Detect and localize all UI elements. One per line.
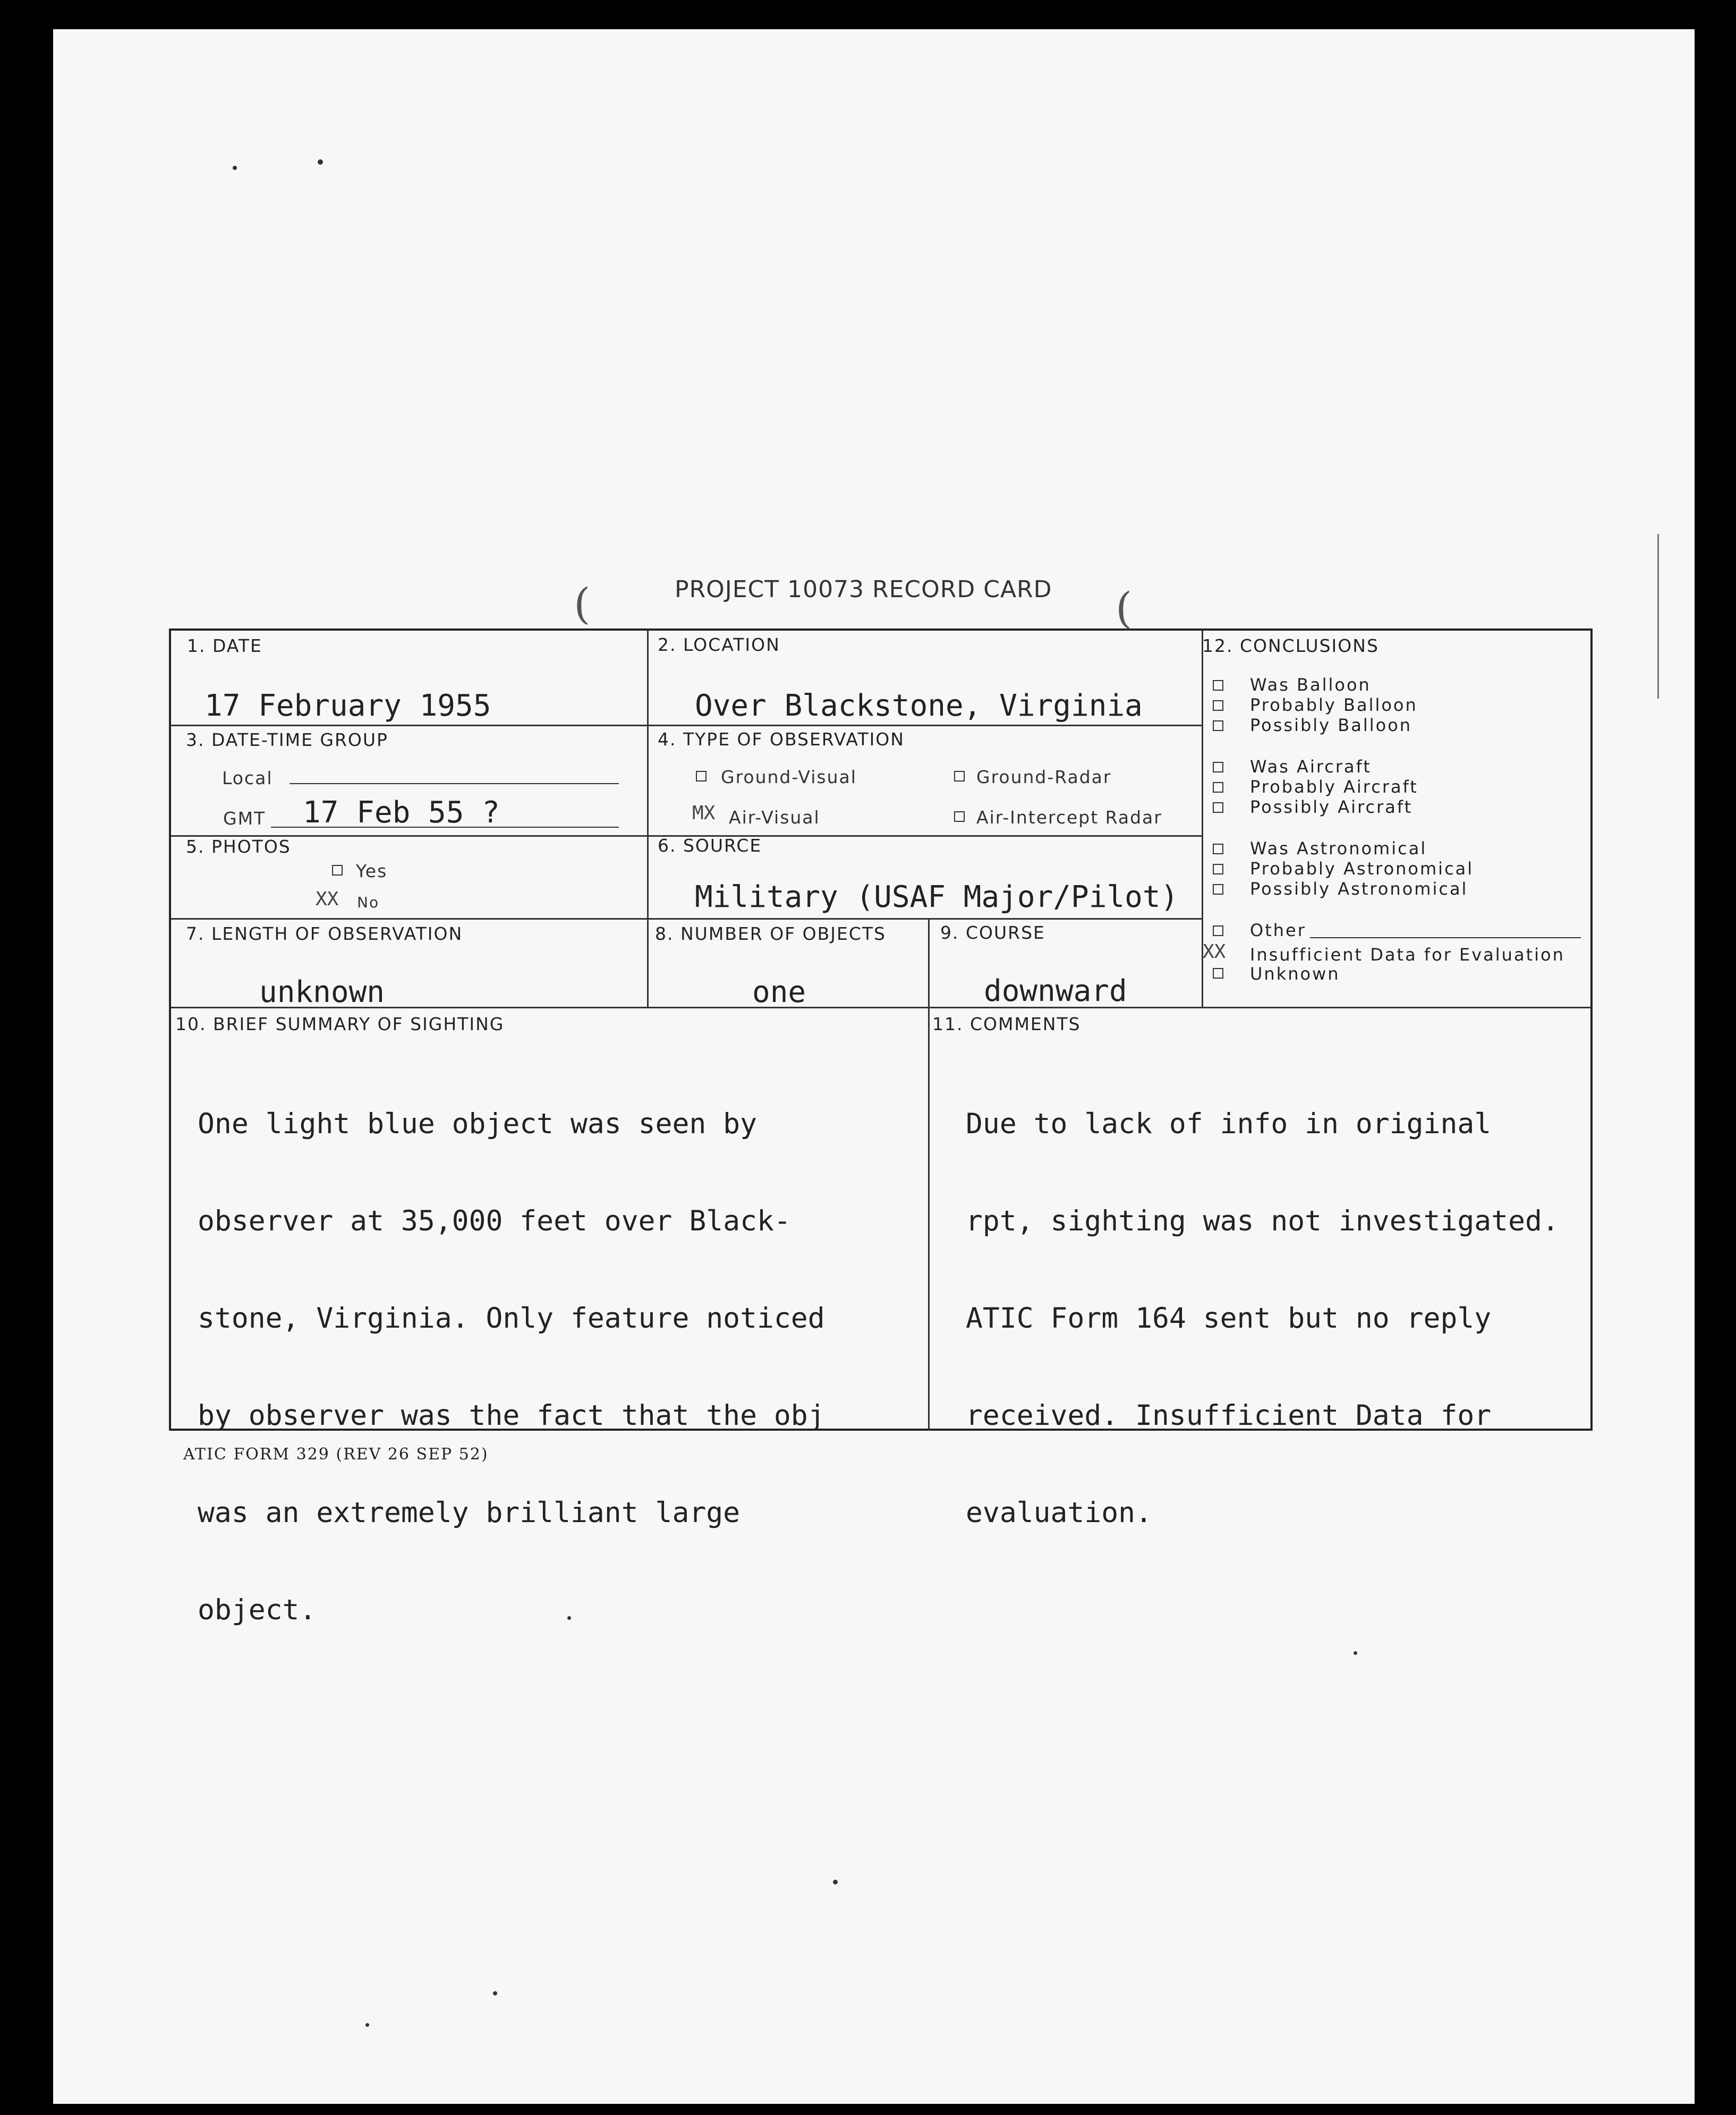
other-label: Other: [1250, 920, 1306, 940]
ground-radar-checkbox[interactable]: [954, 771, 965, 782]
photos-yes-label: Yes: [356, 861, 388, 881]
photos-no-checkmark[interactable]: XX: [316, 888, 339, 910]
dust-speck: [567, 1616, 571, 1620]
comments-text: [966, 1043, 1559, 1561]
possibly-balloon-label: Possibly Balloon: [1250, 715, 1412, 735]
insufficient-data-label: Insufficient Data for Evaluation: [1250, 945, 1565, 965]
unknown-checkbox[interactable]: [1213, 968, 1223, 979]
ground-visual-label: Ground-Visual: [721, 767, 857, 787]
summary-line: by observer was the fact that the obj: [198, 1399, 825, 1432]
form-number: ATIC FORM 329 (REV 26 SEP 52): [183, 1445, 489, 1464]
ground-radar-label: Ground-Radar: [976, 767, 1112, 787]
course-label: 9. COURSE: [940, 922, 1045, 943]
dust-speck: [365, 2023, 369, 2027]
date-time-group-label: 3. DATE-TIME GROUP: [186, 729, 388, 750]
possibly-balloon-checkbox[interactable]: [1213, 720, 1223, 731]
comments-line: ATIC Form 164 sent but no reply: [966, 1302, 1492, 1335]
summary-line: observer at 35,000 feet over Black-: [198, 1205, 791, 1237]
possibly-astronomical-checkbox[interactable]: [1213, 884, 1223, 895]
comments-line: evaluation.: [966, 1497, 1152, 1529]
comments-line: Due to lack of info in original: [966, 1108, 1492, 1140]
dust-speck: [318, 159, 323, 165]
summary-line: One light blue object was seen by: [198, 1108, 757, 1140]
air-intercept-radar-label: Air-Intercept Radar: [976, 807, 1162, 828]
summary-line: stone, Virginia. Only feature noticed: [198, 1302, 825, 1335]
photos-no-label: No: [357, 894, 380, 911]
summary-label: 10. BRIEF SUMMARY OF SIGHTING: [175, 1014, 505, 1034]
length-value: unknown: [259, 975, 385, 1009]
photos-label: 5. PHOTOS: [186, 836, 291, 857]
was-balloon-checkbox[interactable]: [1213, 680, 1223, 691]
summary-line: was an extremely brilliant large: [198, 1497, 741, 1529]
insufficient-data-checkmark[interactable]: XX: [1203, 941, 1226, 963]
edge-mark: [1657, 534, 1659, 699]
was-astronomical-label: Was Astronomical: [1250, 838, 1427, 859]
other-line: [1310, 937, 1581, 938]
number-label: 8. NUMBER OF OBJECTS: [655, 923, 886, 944]
source-label: 6. SOURCE: [658, 835, 762, 856]
summary-text: [198, 1043, 825, 1659]
date-value: 17 February 1955: [205, 689, 491, 723]
probably-aircraft-label: Probably Aircraft: [1250, 777, 1418, 797]
other-checkbox[interactable]: [1213, 925, 1223, 936]
probably-astronomical-checkbox[interactable]: [1213, 864, 1223, 874]
was-balloon-label: Was Balloon: [1250, 675, 1371, 695]
probably-astronomical-label: Probably Astronomical: [1250, 859, 1474, 879]
comments-label: 11. COMMENTS: [932, 1014, 1081, 1034]
possibly-aircraft-checkbox[interactable]: [1213, 802, 1223, 813]
location-label: 2. LOCATION: [658, 634, 780, 655]
dust-speck: [493, 1991, 497, 1995]
possibly-aircraft-label: Possibly Aircraft: [1250, 797, 1413, 817]
length-label: 7. LENGTH OF OBSERVATION: [186, 923, 463, 944]
air-visual-checkmark[interactable]: MX: [692, 802, 716, 824]
probably-balloon-checkbox[interactable]: [1213, 700, 1223, 711]
left-paren-mark: (: [574, 579, 591, 628]
location-value: Over Blackstone, Virginia: [695, 689, 1143, 723]
comments-line: received. Insufficient Data for: [966, 1399, 1492, 1432]
air-visual-label: Air-Visual: [729, 807, 820, 828]
divider: [928, 918, 930, 1430]
divider: [647, 631, 649, 1007]
course-value: downward: [984, 974, 1127, 1008]
was-astronomical-checkbox[interactable]: [1213, 844, 1223, 854]
local-line: [290, 783, 619, 784]
conclusions-label: 12. CONCLUSIONS: [1202, 635, 1379, 656]
date-label: 1. DATE: [187, 635, 262, 656]
comments-line: rpt, sighting was not investigated.: [966, 1205, 1559, 1237]
number-value: one: [752, 975, 806, 1009]
ground-visual-checkbox[interactable]: [696, 771, 707, 782]
gmt-value: 17 Feb 55 ?: [303, 795, 500, 830]
dust-speck: [833, 1880, 838, 1884]
local-label: Local: [222, 768, 273, 788]
unknown-label: Unknown: [1250, 964, 1340, 984]
probably-aircraft-checkbox[interactable]: [1213, 782, 1223, 793]
type-of-observation-label: 4. TYPE OF OBSERVATION: [658, 729, 905, 750]
right-paren-mark: (: [1116, 583, 1133, 633]
was-aircraft-label: Was Aircraft: [1250, 757, 1372, 777]
probably-balloon-label: Probably Balloon: [1250, 695, 1418, 715]
dust-speck: [233, 166, 237, 170]
summary-line: object.: [198, 1594, 317, 1626]
source-value: Military (USAF Major/Pilot): [695, 880, 1179, 914]
divider: [171, 725, 1203, 726]
photos-yes-checkbox[interactable]: [332, 865, 343, 876]
air-intercept-radar-checkbox[interactable]: [954, 811, 965, 822]
dust-speck: [1354, 1651, 1357, 1655]
was-aircraft-checkbox[interactable]: [1213, 762, 1223, 772]
divider: [171, 918, 1203, 920]
gmt-label: GMT: [223, 808, 266, 829]
possibly-astronomical-label: Possibly Astronomical: [1250, 879, 1468, 899]
card-title: PROJECT 10073 RECORD CARD: [675, 576, 1052, 603]
